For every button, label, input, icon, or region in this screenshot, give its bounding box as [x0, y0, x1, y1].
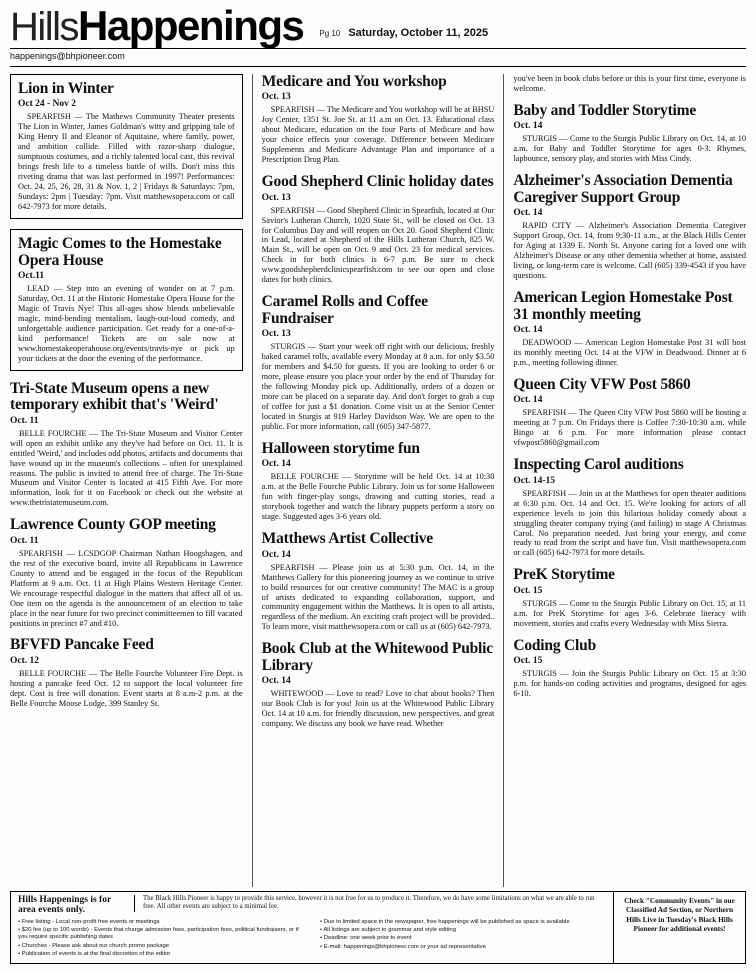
event-title: Coding Club: [513, 636, 597, 654]
event-body: BELLE FOURCHE — The Belle Fourche Volunteer Fire Dept. is hosting a pancake feed Oct. 12 to support the local volunteer fire dept. Cost is free will donation. Event starts at 8 a.m-2 p.m. at the Belle Fourche Moose Lodge, 399 Stanley St.: [10, 668, 243, 708]
event-date: Oct. 15: [513, 585, 543, 596]
page-number: Pg 10: [319, 29, 341, 38]
event-title: Baby and Toddler Storytime: [513, 101, 697, 119]
event-date: Oct. 11: [10, 415, 39, 426]
event-date: Oct. 14-15: [513, 475, 556, 486]
events-content: [10, 67, 746, 887]
event-body: STURGIS — Come to the Sturgis Public Library on Oct. 14, at 10 a.m. for Baby and Toddler Storytime for ages 0-3. Rhymes, lapbounce, sensory play, and stories with Miss Cindy.: [513, 134, 747, 164]
event-article: [10, 381, 243, 509]
footer-bullet: • Churches - Please ask about our church promo package: [18, 942, 170, 949]
event-article: [262, 531, 495, 632]
event-body: RAPID CITY — Alzheimer's Association Dementia Caregiver Support Group, Oct. 14, from 9:30-11 a.m., at the Black Hills Center for Aging at 1339 E. North St. Anyone caring for a loved one with Alzheimer's Disease or any other dementia whether at home, assisted living, or long-term care is welcome. Call (605) 339-4543 if you have questions.: [513, 221, 747, 280]
column-left: [10, 74, 253, 887]
event-title: Alzheimer's Association Dementia Caregiver Support Group: [513, 172, 733, 206]
event-article: [10, 637, 243, 708]
event-article: [513, 103, 746, 164]
event-body: WHITEWOOD — Love to read? Love to chat about books? Then our Book Club is for you! Join us at the Whitewood Public Library Oct. 14 at 10 a.m. for friendly discussion, new perspectives, and great company. We discuss any book we have read. Whether: [261, 689, 495, 729]
event-date: Oct. 15: [513, 656, 543, 667]
event-date: Oct.11: [18, 271, 45, 282]
event-article: [262, 641, 495, 729]
event-article: [10, 74, 243, 219]
event-title: Medicare and You workshop: [261, 73, 447, 90]
event-body: LEAD — Step into an evening of wonder on at 7 p.m. Saturday, Oct. 11 at the Historic Homestake Opera House for the Magic of Travis Nye! This all-ages show blends unbelievable magic, mind-bending mentalism, laugh-out-loud comedy, and unforgettable audience participation. Get ready for a one-of-a-kind performance! Tickets are on sale now at www.homestakeoperahouse.org/events/travis-nye or pick up your tickets at the door the evening of the performance.: [18, 284, 235, 363]
event-article: [513, 638, 746, 699]
event-date: Oct. 14: [513, 121, 543, 132]
footer-bullet: • E-mail: happenings@bhpioneer.com or your ad representative: [320, 943, 486, 950]
column-middle: [253, 74, 505, 887]
footer-bullet: • Free listing - Local non-profit free events or meetings: [18, 918, 160, 925]
event-article: [513, 173, 746, 281]
footer-policy-left: [11, 892, 613, 963]
event-body: BELLE FOURCHE — Storytime will be held Oct. 14 at 10:30 a.m. at the Belle Fourche Public Library. Join us for some Halloween fun with finger-play songs, drawing and cutting stories, read a storybook together and watch the library puppets perform a story on stage. Suggested ages 3-6 years old.: [261, 472, 495, 522]
event-title: Inspecting Carol auditions: [513, 456, 684, 474]
event-title: PreK Storytime: [513, 566, 615, 584]
footer-bullet: • $20 fee (up to 100 words) - Events that charge admission fees, participation fees, political fundraisers, or if you require specific publishing dates: [18, 927, 299, 941]
contact-email: happenings@bhpioneer.com: [10, 49, 746, 67]
event-date: Oct. 14: [261, 459, 291, 470]
masthead-title-light: Hills: [10, 5, 79, 49]
footer-title: Hills Happenings is for area events only.: [18, 894, 112, 916]
event-body: STURGIS — Join the Sturgis Public Library on Oct. 15 at 3:30 p.m. for hands-on coding activities and programs, designed for ages 6-10.: [513, 669, 747, 699]
footer-bullet: • Publication of events is at the final discretion of the editor: [18, 950, 171, 957]
event-article: [262, 294, 495, 432]
event-title: Magic Comes to the Homestake Opera House: [18, 234, 222, 269]
event-date: Oct. 13: [261, 329, 291, 340]
footer-policy-box: [10, 891, 746, 964]
event-article: [262, 74, 495, 165]
event-body: SPEARFISH — The Queen City VFW Post 5860 will be hosting a meeting at 7 p.m. On Fridays there is Coffee 7:30-10:30 a.m. while Bingo at 6 p.m. For more information please contact vfwpost5860@gmail.com: [513, 408, 747, 448]
event-body: SPEARFISH — LCSDGOP Chairman Nathan Hoogshagen, and the rest of the executive board, invite all Republicans in Lawrence County to attend and be engaged in the focus of the Republican Platform at 9 a.m. Oct. 11 at High Plains Western Heritage Center. We encourage respectful dialogue in the matters that affect all of us. One item on the agenda is the announcement of an election to take place in the near future for two precinct committeemen to fill vacated positions in precinct #7 and #10.: [10, 548, 243, 628]
event-title: Good Shepherd Clinic holiday dates: [261, 173, 494, 191]
event-article: [513, 290, 746, 368]
event-article: [10, 229, 243, 371]
event-date: Oct. 12: [10, 656, 40, 667]
event-body: SPEARFISH — Good Shepherd Clinic in Spearfish, located at Our Savior's Lutheran Church, 1020 State St., will be closed on Oct. 13 for Columbus Day and will reopen on Oct 20. Good Shepherd Clinic in Lead, located at Shepherd of the Hills Lutheran Church, 825 W. Main St., will be open on Oct. 9 and Oct. 23 for medical services. Check in for both clinics is 6-7 p.m. Be sure to check www.goodshepherdclinicspearfish.com to see our open and close dates for both clinics.: [261, 205, 495, 285]
masthead-title-bold: Happenings: [78, 2, 304, 49]
event-title: Lion in Winter: [18, 79, 114, 97]
issue-date: Saturday, October 11, 2025: [348, 27, 489, 39]
event-article: [262, 174, 495, 285]
event-date: Oct. 13: [261, 192, 291, 203]
footer-bullet: • Deadline: one week prior to event: [320, 935, 412, 942]
event-article: [262, 441, 495, 522]
footer-bullets: [18, 919, 606, 959]
event-body: DEADWOOD — American Legion Homestake Post 31 will host its monthly meeting Oct. 14 at the VFW in Deadwood. Dinner at 6 p.m., meeting following dinner.: [513, 338, 747, 367]
event-body: STURGIS — Start your week off right with our delicious, freshly baked caramel rolls, available every Monday at 8 a.m. for only $3.50 for members and $4.50 for guests. If you are looking to order 6 or more, please ensure you place your order by the end of Thursday for the following Monday pick up. Additionally, orders of a dozen or more can be placed on a separate day. And don't forget to grab a cup of coffee for just a $1 donation. Come visit us at the Senior Center located in Sturgis at 919 Harley Davidson Way. We are open to the public. For more information, call (605) 347-5877.: [261, 342, 495, 431]
event-date: Oct. 14: [261, 549, 291, 560]
event-title: American Legion Homestake Post 31 monthly meeting: [513, 288, 733, 323]
event-date: Oct 24 - Nov 2: [18, 99, 77, 110]
event-date: Oct. 14: [513, 395, 543, 406]
footer-bullet: • All listings are subject to grammar and style editing: [320, 927, 456, 934]
footer-intro: The Black Hills Pioneer is happy to provide this service, however it is not free for us to produce it. Therefore, we do have some limitations on what we are able to run free. All other events are subject to a minimal fee.: [134, 895, 606, 912]
event-title: Matthews Artist Collective: [261, 530, 433, 548]
event-body: SPEARFISH — The Mathews Community Theater presents The Lion in Winter, James Goldman's witty and gripping tale of King Henry II and Eleanor of Aquitaine, where family, power, and ambition collide. Filled with razor-sharp dialogue, sumptuous costumes, and a richly talented local cast, this revival brings fresh life to a timeless battle of wills. Don't miss this riveting drama that was last performed in 1997! Performances: Oct. 24, 25, 26, 28, 31 & Nov. 1, 2 | Fridays & Saturdays: 7pm, Sundays: 2pm | Tuesday: 7pm. Visit matthewsopera.com or call 642-7973 for more details.: [18, 112, 235, 211]
event-title: Queen City VFW Post 5860: [513, 375, 691, 393]
event-body-continued: you've been in book clubs before or this is your first time, everyone is welcome.: [513, 73, 747, 93]
event-body: SPEARFISH — Join us at the Matthews for open theater auditions at 6:30 p.m. Oct. 14 and Oct. 15. We're looking for actors of all experience levels to join this hilarious holiday comedy about a struggling theater company trying (and failing) to stage A Christmas Carol. No preparation needed. Just bring your energy, and come ready to read from the script and have fun. Visit matthewsopera.com or call (605) 642-7973 for more details.: [513, 488, 747, 558]
footer-side-note: Check "Community Events" in our Classified Ad Section, or Northern Hills Live in Tuesday's Black Hills Pioneer for additional events!: [613, 892, 745, 963]
event-body: STURGIS — Come to the Sturgis Public Library on Oct. 15, at 11 a.m. for PreK Storytime for ages 3-6. Celebrate literacy with movement, stories and crafts every Wednesday with Miss Sierra.: [513, 598, 747, 628]
event-date: Oct. 14: [261, 676, 291, 687]
event-date: Oct. 11: [10, 535, 39, 546]
column-right: [504, 74, 746, 887]
event-article: [513, 457, 746, 558]
event-title: Book Club at the Whitewood Public Library: [261, 640, 493, 674]
event-article: [10, 517, 243, 628]
event-article: [513, 567, 746, 628]
footer-bullets-left: [18, 919, 304, 959]
footer-bullet: • Due to limited space in the newspaper, free happenings will be published as space is available: [320, 918, 570, 925]
event-title: Lawrence County GOP meeting: [10, 516, 216, 534]
masthead: [10, 2, 746, 67]
event-title: Tri-State Museum opens a new temporary exhibit that's 'Weird': [10, 379, 219, 414]
masthead-title: [10, 2, 304, 49]
event-title: BFVFD Pancake Feed: [10, 636, 154, 654]
event-body: BELLE FOURCHE — The Tri-State Museum and Visitor Center will open an exhibit unlike any they've had before on Oct. 11. It is entitled 'Weird,' and includes odd photos, artifacts and documents that have wound up in the museum's collections – often for unexplained reasons. The public is invited to attend free of charge. The Tri-State Museum and Visitor Center is located at 415 Fifth Ave. For more information, look for it on Facebook or check out the website at www.thetristatemuseum.com.: [10, 428, 243, 508]
event-article: [513, 377, 746, 448]
event-date: Oct. 13: [261, 92, 291, 103]
event-date: Oct. 14: [513, 325, 543, 336]
event-body: SPEARFISH — The Medicare and You workshop will be at BHSU Joy Center, 1351 St. Joe St. at 11 a.m on Oct. 13. Educational class about Medicare, education on the four Parts of Medicare and how your choice effects your coverage. Difference between Medicare Supplements and Medicare Advantage Plan and importance of a Prescription Drug Plan.: [261, 105, 495, 165]
footer-bullets-right: [320, 919, 606, 959]
article-continuation: [513, 74, 746, 94]
event-date: Oct. 14: [513, 208, 543, 219]
event-title: Halloween storytime fun: [261, 439, 420, 457]
event-body: SPEARFISH — Please join us at 5:30 p.m. Oct. 14, in the Matthews Gallery for this pioneering journey as we continue to strive to build resources for our creative community! The MAC is a group of artists dedicated to expanding collaboration, support, and community engagement within the Matthews. It is open to all artists, regardless of the medium. An exciting craft project will be provided.. To learn more, visit matthewsopera.com or call us at (605) 642-7973.: [261, 562, 495, 632]
event-title: Caramel Rolls and Coffee Fundraiser: [261, 293, 428, 327]
